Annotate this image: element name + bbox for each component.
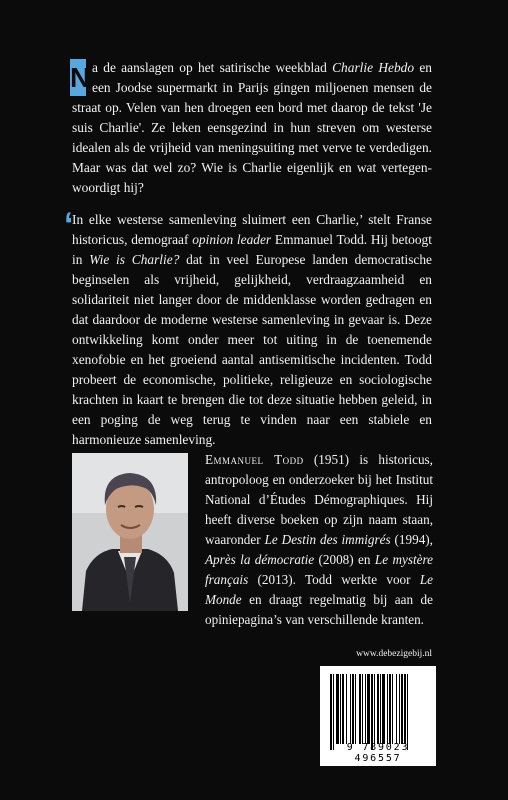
author-name: Emmanuel Todd [205, 452, 304, 467]
italic-phrase: opinion leader [192, 232, 272, 247]
bio-text: (2008) en [314, 552, 375, 567]
isbn-barcode [320, 666, 436, 766]
description-text: In elke westerse samenleving sluimert een Charlie,’ stelt Franse historicus, demograaf [72, 212, 432, 247]
book-title-1: Le Destin des immigrés [264, 532, 391, 547]
book-title: Wie is Charlie? [89, 252, 180, 267]
author-photo [72, 453, 188, 611]
bio-text: (1994), [390, 532, 433, 547]
description-text-end: dat in veel Europese landen democratische beginselen als vrijheid, gelijkheid, verdraagzaamheid en solidariteit niet langer door de middenklasse worden gedragen en dat daardoor de moderne westerse samenleving in gevaar is. Deze ontwikkeling komt onder meer tot uiting in de toenemende xenofobie en het groeiend aantal antisemitische incidenten. Todd probeert de economische, politieke, religieuze en sociologische krachten in kaart te brengen die tot deze situatie hebben geleid, in een poging de weg terug te vinden naar een stabiele en harmonieuze samenleving. [72, 252, 432, 447]
description-paragraph [72, 210, 432, 450]
bio-text: en draagt regelmatig bij aan de opiniepagina’s van verschillende kranten. [205, 592, 433, 627]
magazine-title: Charlie Hebdo [332, 60, 415, 75]
bio-text: (2013). Todd werkte voor [248, 572, 420, 587]
book-title-3: Le mystère français [205, 552, 433, 587]
quote-mark: ‘ [64, 206, 74, 244]
description-text-cont: Emmanuel Todd. Hij betoogt in [72, 232, 432, 267]
intro-text-cont: en een Joodse supermarkt in Parijs gingen miljoenen mensen de straat op. Velen van hen droegen een bord met daarop de tekst 'Je suis Charlie'. Ze leken eensgezind in hun streven om westerse idealen als de vrijheid van meningsuiting met verve te verdedigen. Maar was dat wel zo? Wie is Charlie eigenlijk en wat vertegenwoordigt hij? [72, 60, 432, 195]
isbn-number: 9 789023 496557 [346, 742, 410, 764]
barcode-icon [320, 666, 436, 752]
intro-paragraph [72, 58, 432, 198]
newspaper-title: Le Monde [205, 572, 433, 607]
book-title-2: Après la démocratie [205, 552, 315, 567]
author-portrait-image [72, 453, 188, 611]
intro-text: a de aanslagen op het satirische weekblad [92, 60, 333, 75]
publisher-website[interactable]: www.debezigebij.nl [356, 649, 432, 659]
drop-cap: N [70, 59, 86, 96]
author-bio [205, 450, 433, 630]
bio-text: (1951) is historicus, antropoloog en onderzoeker bij het Institut National d’Études Démographiques. Hij heeft diverse boeken op zijn naam staan, waaronder [205, 452, 433, 547]
